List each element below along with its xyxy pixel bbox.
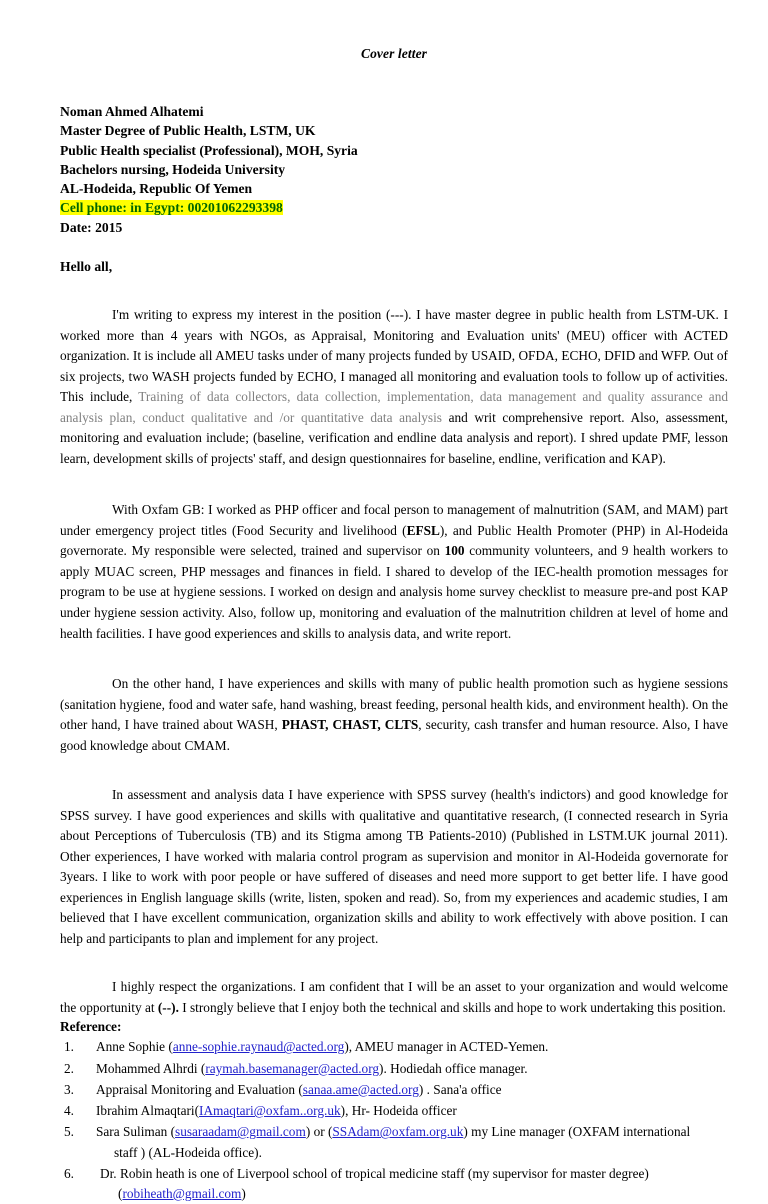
reference-number: 2. [64, 1060, 74, 1076]
paragraph-1 [60, 275, 728, 469]
p5-bold-placeholder: (--). [157, 999, 179, 1015]
reference-item-2 [60, 1059, 728, 1079]
paragraph-3 [60, 644, 728, 756]
reference-paren-open: ( [118, 1185, 123, 1201]
p4-text: In assessment and analysis data I have experience with SPSS survey (health's indictors) and good knowledge for SPSS survey. I have good experiences and skills with qualitative and quantitative research, (I connected research in Syria about Perceptions of Tuberculosis (TB) and its Stigma among TB Patients-2010) (Published in LSTM.UK journal 2011). Other experiences, I have worked with malaria control program as supervision and monitor in Al-Hodeida governorate for 3years. I like to work with poor people or have suffered of diseases and need more support to get better life. I have good experiences in English language skills (write, listen, spoken and read). So, from my experiences and academic studies, I am believed that I have excellent communication, organization skills and ability to work effectively with above position. I can help and participants to plan and implement for any project. [60, 787, 728, 946]
reference-text-after: ), Hr- Hodeida officer [340, 1103, 457, 1119]
sender-degree: Master Degree of Public Health, LSTM, UK [60, 123, 316, 139]
p3-bold-methods: PHAST, CHAST, CLTS [281, 717, 419, 733]
salutation: Hello all, [60, 259, 113, 275]
sender-bachelors: Bachelors nursing, Hodeida University [60, 161, 286, 177]
reference-email-link[interactable]: IAmaqtari@oxfam..org.uk [199, 1103, 341, 1119]
p3-part-a: On the other hand, I have experiences and skills with many of public health promotion such as hygiene sessions (sanitation hygiene, food and water safe, hand washing, breast feeding, personal health kids, and environment health). On the other hand, I have trained about WASH, [60, 676, 728, 733]
p5-part-b: I strongly believe that I enjoy both the technical and skills and hope to work undertaking this position. [178, 999, 726, 1015]
sender-location: AL-Hodeida, Republic Of Yemen [60, 181, 253, 197]
paragraph-5 [60, 949, 728, 1018]
reference-continuation [100, 1184, 728, 1204]
reference-text-before: Appraisal Monitoring and Evaluation ( [96, 1081, 303, 1097]
p2-bold-efsl: EFSL [406, 522, 440, 538]
phone-highlight: Cell phone: in Egypt: 00201062293398 [60, 200, 283, 216]
reference-text-before: Ibrahim Almaqtari( [96, 1103, 200, 1119]
reference-item-6 [60, 1164, 728, 1204]
reference-item-1 [60, 1037, 728, 1057]
p2-part-a: With Oxfam GB: I worked as PHP officer and focal person to management of malnutrition (SAM, and MAM) part under emergency project titles (Food Security and livelihood ( [60, 502, 728, 538]
p1-part-b: and writ comprehensive report. Also, assessment, monitoring and evaluation include; (baseline, verification and endline data analysis and report). I shred update PMF, lesson learn, development skills of projects' staff, and design questionnaires for baseline, endline, verification and KAP). [60, 409, 728, 466]
reference-item-5 [60, 1122, 728, 1162]
reference-email-link[interactable]: raymah.basemanager@acted.org [205, 1060, 380, 1076]
reference-text-after: ) my Line manager (OXFAM international [463, 1124, 691, 1140]
reference-number: 1. [64, 1039, 74, 1055]
p2-part-b: ), and Public Health Promoter (PHP) in Al-Hodeida governorate. My responsible were selected, trained and supervisor on [60, 522, 728, 559]
reference-text-after: ), AMEU manager in ACTED-Yemen. [344, 1039, 549, 1055]
reference-email-link[interactable]: sanaa.ame@acted.org [302, 1081, 419, 1097]
reference-heading: Reference: [60, 1019, 122, 1035]
reference-text-after: ). Hodiedah office manager. [379, 1060, 528, 1076]
paragraph-4 [60, 756, 728, 949]
reference-number: 4. [64, 1103, 74, 1119]
reference-text-mid: ) or ( [305, 1124, 333, 1140]
reference-paren-close: ) [241, 1185, 246, 1201]
paragraph-2 [60, 469, 728, 644]
sender-date: Date: 2015 [60, 219, 123, 235]
sender-address-block [60, 102, 728, 237]
p1-muted-span: Training of data collectors, data collection, implementation, data management and quality assurance and analysis plan, conduct qualitative and /or quantitative data analysis [60, 389, 728, 425]
reference-text-after: ) . Sana'a office [418, 1081, 502, 1097]
reference-continuation: staff ) (AL-Hodeida office). [114, 1144, 262, 1160]
reference-email-link[interactable]: anne-sophie.raynaud@acted.org [172, 1039, 345, 1055]
reference-number: 6. [64, 1165, 74, 1181]
reference-number: 3. [64, 1081, 74, 1097]
p2-bold-100: 100 [444, 543, 465, 559]
reference-list [60, 1037, 728, 1204]
reference-text-before: Dr. Robin heath is one of Liverpool school of tropical medicine staff (my supervisor for master degree) [100, 1165, 649, 1181]
sender-phone-line [60, 198, 728, 217]
reference-item-3 [60, 1080, 728, 1100]
reference-text-before: Sara Suliman ( [96, 1124, 176, 1140]
p3-part-b: , security, cash transfer and human resource. Also, I have good knowledge about CMAM. [60, 717, 729, 753]
reference-number: 5. [64, 1124, 74, 1140]
p2-part-c: community volunteers, and 9 health workers to apply MUAC screen, PHP messages and finances in field. I shared to develop of the IEC-health promotion messages for program to be use at hygiene sessions. I worked on design and analysis home survey checklist to measure pre-and post KAP under hygiene session activity. Also, follow up, monitoring and evaluation of the malnutrition children at level of home and health facilities. I have good experiences and skills to analysis data, and write report. [60, 543, 728, 641]
reference-email-link[interactable]: susaraadam@gmail.com [175, 1124, 306, 1140]
reference-text-before: Mohammed Alhrdi ( [96, 1060, 206, 1076]
p5-part-a: I highly respect the organizations. I am confident that I will be an asset to your organization and would welcome the opportunity at [60, 979, 728, 1015]
sender-specialty: Public Health specialist (Professional), MOH, Syria [60, 142, 358, 158]
reference-email-link[interactable]: robiheath@gmail.com [122, 1185, 242, 1201]
page-title: Cover letter [360, 46, 428, 61]
p1-part-a: I'm writing to express my interest in the position (---). I have master degree in public health from LSTM-UK. I worked more than 4 years with NGOs, as Appraisal, Monitoring and Evaluation units' (MEU) officer with ACTED organization. It is include all AMEU tasks under of many projects funded by USAID, OFDA, ECHO, DFID and WFP. Out of six projects, two WASH projects funded by ECHO, I managed all monitoring and evaluation tools to follow up of activities. This include, [60, 307, 728, 405]
reference-item-4 [60, 1101, 728, 1121]
sender-name: Noman Ahmed Alhatemi [60, 104, 204, 119]
reference-email-link-secondary[interactable]: SSAdam@oxfam.org.uk [332, 1124, 464, 1140]
reference-text-before: Anne Sophie ( [96, 1039, 173, 1055]
